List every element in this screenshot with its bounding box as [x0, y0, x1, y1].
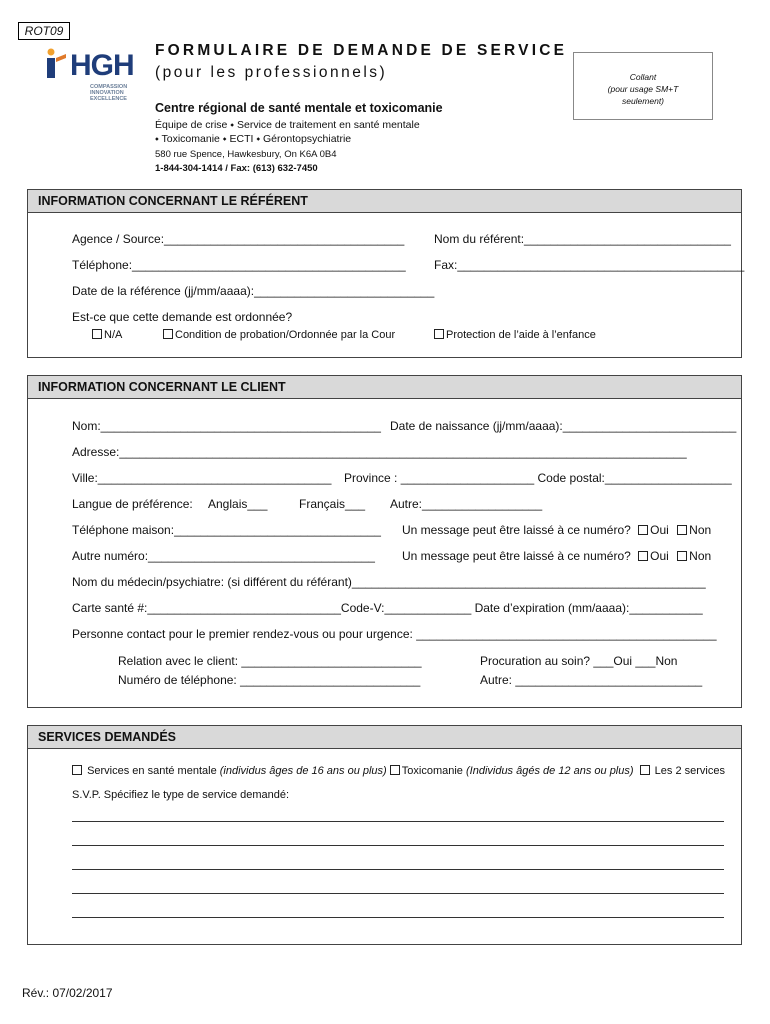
- numero-field[interactable]: Numéro de téléphone: ___________________________: [118, 673, 421, 687]
- centre-name: Centre régional de santé mentale et toxicomanie: [155, 101, 443, 115]
- agence-field[interactable]: Agence / Source:____________________________________: [72, 232, 405, 246]
- checkbox-icon[interactable]: [638, 525, 648, 535]
- specify-line[interactable]: [72, 821, 724, 822]
- logo-tagline: COMPASSION INNOVATION EXCELLENCE: [90, 84, 128, 102]
- telephone-field[interactable]: Téléphone:_________________________________________: [72, 258, 406, 272]
- referent-section: [27, 189, 745, 358]
- checkbox-icon[interactable]: [390, 765, 400, 775]
- services-heading: SERVICES DEMANDÉS: [28, 726, 741, 749]
- checkbox-icon[interactable]: [677, 525, 687, 535]
- checkbox-icon[interactable]: [434, 329, 444, 339]
- checkbox-icon[interactable]: [677, 551, 687, 561]
- relation-field[interactable]: Relation avec le client: ___________________________: [118, 654, 422, 668]
- carte-sante-field[interactable]: Carte santé #:_____________________________Code-V:_____________ Date d’expiration (mm/aaaa):___________: [72, 601, 703, 615]
- checkbox-icon[interactable]: [638, 551, 648, 561]
- address: 580 rue Spence, Hawkesbury, On K6A 0B4: [155, 149, 337, 160]
- logo-person-icon: [44, 48, 68, 78]
- langue-label: Langue de préférence:: [72, 497, 193, 511]
- date-reference-field[interactable]: Date de la référence (jj/mm/aaaa):___________________________: [72, 284, 435, 298]
- specify-line[interactable]: [72, 845, 724, 846]
- form-subtitle: (pour les professionnels): [155, 64, 388, 81]
- services-section: [27, 725, 742, 945]
- option-probation[interactable]: Condition de probation/Ordonnée par la Cour: [163, 329, 395, 341]
- sticker-note-1: (pour usage SM+T: [607, 84, 679, 94]
- nom-referent-field[interactable]: Nom du référent:_______________________________: [434, 232, 731, 246]
- referent-heading: INFORMATION CONCERNANT LE RÉFÉRENT: [28, 190, 741, 213]
- medecin-field[interactable]: Nom du médecin/psychiatre: (si différent du référant)_____________________________________________________: [72, 575, 706, 589]
- ville-field[interactable]: Ville:___________________________________: [72, 471, 332, 485]
- form-title: FORMULAIRE DE DEMANDE DE SERVICE: [155, 42, 568, 59]
- tel-maison-field[interactable]: Téléphone maison:_______________________________: [72, 523, 381, 537]
- specify-line[interactable]: [72, 917, 724, 918]
- francais-field[interactable]: Français___: [299, 497, 366, 511]
- checkbox-icon[interactable]: [92, 329, 102, 339]
- naissance-field[interactable]: Date de naissance (jj/mm/aaaa):__________________________: [390, 419, 737, 433]
- contact-field[interactable]: Personne contact pour le premier rendez-vous ou pour urgence: _____________________________________________: [72, 627, 717, 641]
- services-line-2: ⬩ Toxicomanie ⬩ ECTI ⬩ Gérontopsychiatrie: [155, 133, 352, 145]
- option-na[interactable]: N/A: [92, 329, 122, 341]
- sticker-note-2: seulement): [621, 96, 665, 106]
- checkbox-icon[interactable]: [640, 765, 650, 775]
- option-toxicomanie[interactable]: Toxicomanie (Individus âgés de 12 ans ou plus): [390, 765, 634, 777]
- service-options: [72, 765, 725, 777]
- message-option-1: Un message peut être laissé à ce numéro? Oui Non: [402, 523, 712, 537]
- revision-date: Rév.: 07/02/2017: [22, 986, 113, 1000]
- sticker-box: [573, 52, 713, 120]
- checkbox-icon[interactable]: [163, 329, 173, 339]
- specify-line[interactable]: [72, 869, 724, 870]
- logo-wordmark: HGH: [70, 49, 134, 82]
- province-postal-field[interactable]: Province : ____________________ Code postal:___________________: [344, 471, 732, 485]
- phone-fax: 1-844-304-1414 / Fax: (613) 632-7450: [155, 163, 318, 174]
- fax-field[interactable]: Fax:___________________________________________: [434, 258, 745, 272]
- form-code: ROT09: [18, 22, 70, 40]
- sticker-label: Collant: [629, 72, 657, 82]
- message-option-2: Un message peut être laissé à ce numéro? Oui Non: [402, 549, 712, 563]
- contact-autre-field[interactable]: Autre: ____________________________: [480, 673, 703, 687]
- langue-autre-field[interactable]: Autre:__________________: [390, 497, 543, 511]
- checkbox-icon[interactable]: [72, 765, 82, 775]
- client-nom-field[interactable]: Nom:__________________________________________: [72, 419, 381, 433]
- option-deux-services[interactable]: Les 2 services: [637, 765, 725, 777]
- adresse-field[interactable]: Adresse:_____________________________________________________________________________________: [72, 445, 687, 459]
- ordonnee-question: Est-ce que cette demande est ordonnée?: [72, 310, 293, 324]
- client-section: [27, 375, 742, 708]
- client-heading: INFORMATION CONCERNANT LE CLIENT: [28, 376, 741, 399]
- option-sante-mentale[interactable]: Services en santé mentale (individus âges de 16 ans ou plus): [72, 765, 387, 777]
- specify-line[interactable]: [72, 893, 724, 894]
- procuration-field[interactable]: Procuration au soin? ___Oui ___Non: [480, 654, 678, 668]
- option-protection[interactable]: Protection de l’aide à l’enfance: [434, 329, 596, 341]
- autre-numero-field[interactable]: Autre numéro:__________________________________: [72, 549, 375, 563]
- services-line-1: Équipe de crise ⬩ Service de traitement en santé mentale: [155, 119, 420, 131]
- specify-label: S.V.P. Spécifiez le type de service demandé:: [72, 789, 290, 801]
- anglais-field[interactable]: Anglais___: [208, 497, 268, 511]
